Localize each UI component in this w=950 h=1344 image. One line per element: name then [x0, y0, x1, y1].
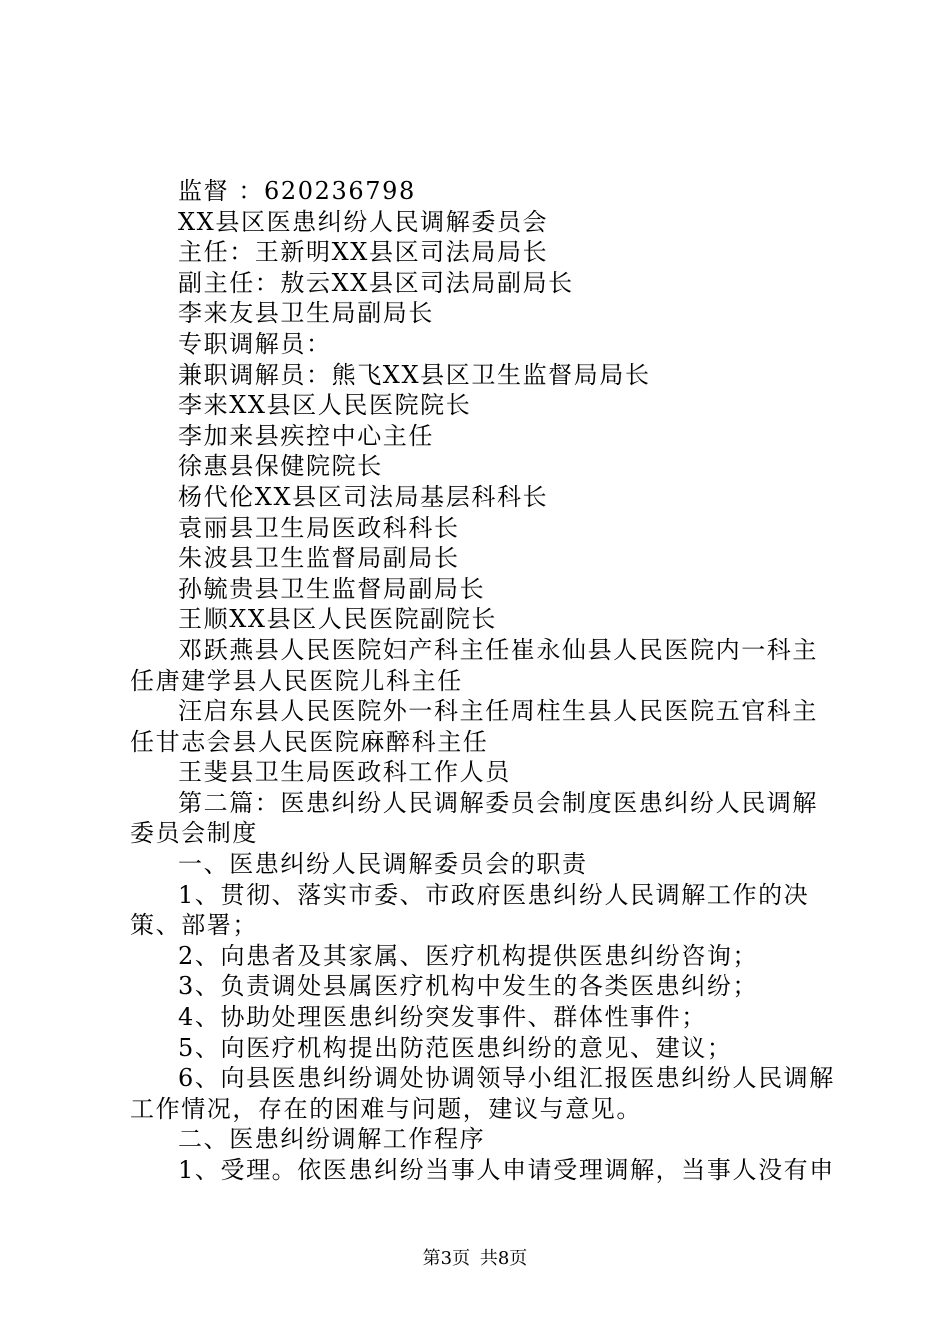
paragraph: 杨代伦XX县区司法局基层科科长: [178, 482, 549, 511]
paragraph: 李来XX县区人民医院院长: [178, 391, 472, 420]
document-body: [130, 176, 840, 1186]
paragraph: 二、医患纠纷调解工作程序: [178, 1125, 486, 1154]
paragraph: 兼职调解员：熊飞XX县区卫生监督局局长: [178, 360, 651, 389]
paragraph: XX县区医患纠纷人民调解委员会: [178, 207, 549, 236]
paragraph: 李加来县疾控中心主任: [178, 421, 434, 450]
paragraph: 汪启东县人民医院外一科主任周柱生县人民医院五官科主任甘志会县人民医院麻醉科主任: [130, 697, 818, 756]
paragraph: 监督 ：620236798: [178, 177, 416, 205]
paragraph: 孙毓贵县卫生监督局副局长: [178, 574, 486, 603]
paragraph: 袁丽县卫生局医政科科长: [178, 513, 460, 542]
paragraph: 王顺XX县区人民医院副院长: [178, 605, 497, 634]
paragraph: 3、负责调处县属医疗机构中发生的各类医患纠纷；: [178, 972, 759, 1001]
paragraph: 一、医患纠纷人民调解委员会的职责: [178, 850, 588, 879]
page-total: 共8页: [479, 1248, 528, 1269]
paragraph: 第二篇：医患纠纷人民调解委员会制度医患纠纷人民调解委员会制度: [130, 788, 818, 848]
paragraph: 王斐县卫生局医政科工作人员: [178, 758, 511, 787]
paragraph: 邓跃燕县人民医院妇产科主任崔永仙县人民医院内一科主任唐建学县人民医院儿科主任: [130, 635, 818, 695]
paragraph: 6、向县医患纠纷调处协调领导小组汇报医患纠纷人民调解工作情况，存在的困难与问题，建议与意见。: [130, 1064, 835, 1123]
page-footer: [0, 1244, 950, 1270]
paragraph: 4、协助处理医患纠纷突发事件、群体性事件；: [178, 1003, 707, 1032]
paragraph: 徐惠县保健院院长: [178, 452, 383, 481]
paragraph: 1、贯彻、落实市委、市政府医患纠纷人民调解工作的决策、部署；: [130, 880, 810, 940]
paragraph: 副主任：敖云XX县区司法局副局长: [178, 268, 574, 297]
paragraph: 专职调解员：: [178, 329, 332, 358]
paragraph: 2、向患者及其家属、医疗机构提供医患纠纷咨询；: [178, 941, 759, 970]
paragraph: 朱波县卫生监督局副局长: [178, 544, 460, 573]
paragraph: 主任：王新明XX县区司法局局长: [178, 238, 549, 267]
page-number: 第3页: [422, 1248, 471, 1269]
paragraph: 1、受理。依医患纠纷当事人申请受理调解，当事人没有申: [178, 1156, 835, 1184]
paragraph: 李来友县卫生局副局长: [178, 299, 434, 328]
paragraph: 5、向医疗机构提出防范医患纠纷的意见、建议；: [178, 1033, 733, 1062]
